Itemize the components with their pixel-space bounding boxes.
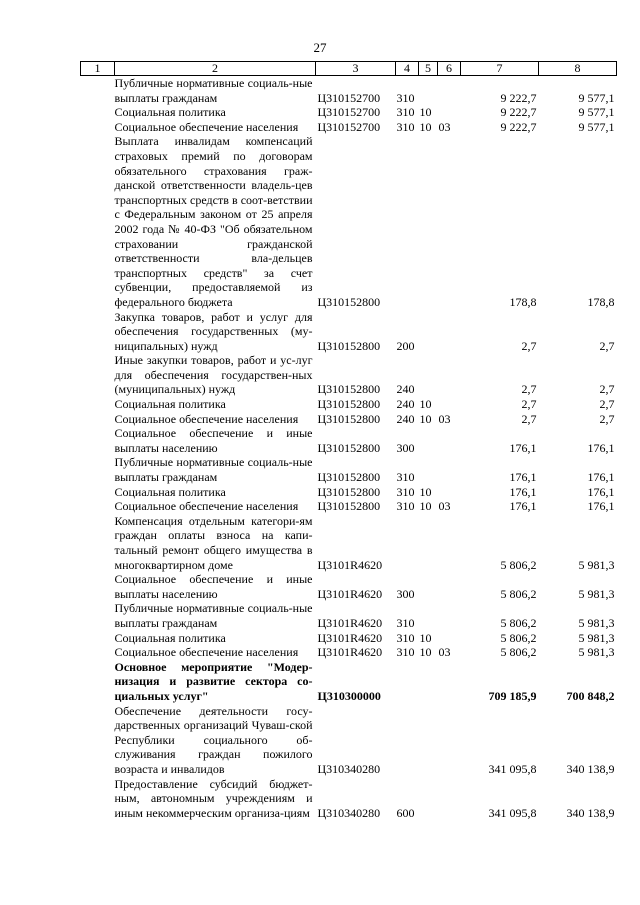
cell-value-8: 5 981,3 — [578, 630, 615, 645]
cell-col-5 — [419, 704, 438, 777]
table-row — [81, 631, 617, 646]
cell-col-4: 310 — [396, 645, 415, 660]
cell-value-7: 9 222,7 — [500, 90, 537, 105]
cell-col-5 — [419, 353, 438, 397]
cell-name: Иные закупки товаров, работ и ус-луг для обеспечения государствен-ных (муниципальных) нужд — [114, 353, 313, 397]
cell-col-6 — [438, 514, 461, 572]
cell-col-6 — [438, 704, 461, 777]
cell-col-4: 240 — [396, 382, 415, 397]
cell-value-7: 2,7 — [521, 338, 537, 353]
cell-name: Основное мероприятие "Модер-низация и развитие сектора со-циальных услуг" — [114, 659, 313, 703]
cell-col-6 — [438, 601, 461, 630]
cell-col-4 — [396, 704, 419, 777]
cell-col-6 — [438, 455, 461, 484]
cell-name: Социальная политика — [114, 397, 226, 412]
header-col-2: 2 — [115, 62, 316, 76]
cell-value-8: 9 577,1 — [578, 119, 615, 134]
cell-col-5: 10 — [419, 119, 432, 134]
cell-value-8: 2,7 — [599, 397, 615, 412]
cell-code: Ц310152800 — [317, 397, 381, 412]
cell-empty — [81, 601, 115, 630]
cell-value-8: 9 577,1 — [578, 90, 615, 105]
cell-name: Публичные нормативные социаль-ные выплаты гражданам — [114, 601, 313, 630]
cell-col-4: 240 — [396, 397, 415, 412]
cell-value-8: 178,8 — [587, 294, 615, 309]
cell-col-6: 03 — [438, 119, 451, 134]
cell-col-4 — [396, 514, 419, 572]
cell-name: Закупка товаров, работ и услуг для обеспечения государственных (му-ниципальных) нужд — [114, 309, 313, 353]
cell-empty — [81, 631, 115, 646]
cell-value-8: 5 981,3 — [578, 557, 615, 572]
cell-name: Социальная политика — [114, 105, 226, 120]
table-row — [81, 499, 617, 514]
cell-value-8: 176,1 — [587, 499, 615, 514]
cell-value-7: 9 222,7 — [500, 105, 537, 120]
cell-col-5: 10 — [419, 411, 432, 426]
cell-col-4: 200 — [396, 338, 415, 353]
table-row — [81, 353, 617, 397]
cell-empty — [81, 412, 115, 427]
table-row — [81, 412, 617, 427]
cell-col-4: 310 — [396, 105, 415, 120]
cell-col-6 — [438, 777, 461, 821]
cell-col-5 — [419, 426, 438, 455]
cell-value-8: 2,7 — [599, 382, 615, 397]
cell-col-4: 600 — [396, 805, 415, 820]
cell-value-7: 176,1 — [509, 499, 537, 514]
cell-code: Ц310152800 — [317, 470, 381, 485]
table-row — [81, 485, 617, 500]
cell-name: Выплата инвалидам компенсаций страховых премий по договорам обязательного страхования граж-данской ответственности владель-цев транспортных средств в соот-ветствии с Федеральным законом от 25 апреля 2002 года № 40-ФЗ "Об обязательном страховании гражданской ответственности вла-дельцев транспортных средств" за счет субвенции, предоставляемой из федерального бюджета — [114, 134, 313, 309]
cell-col-4: 310 — [396, 119, 415, 134]
cell-value-8: 340 138,9 — [566, 761, 615, 776]
cell-code: Ц310152800 — [317, 294, 381, 309]
cell-empty — [81, 76, 115, 106]
cell-name: Социальное обеспечение населения — [114, 645, 299, 660]
table-row — [81, 310, 617, 354]
cell-empty — [81, 660, 115, 704]
cell-value-7: 2,7 — [521, 411, 537, 426]
cell-value-8: 9 577,1 — [578, 105, 615, 120]
cell-name: Публичные нормативные социаль-ные выплаты гражданам — [114, 76, 313, 105]
table-row — [81, 660, 617, 704]
cell-col-6: 03 — [438, 499, 451, 514]
cell-col-5: 10 — [419, 484, 432, 499]
cell-empty — [81, 455, 115, 484]
cell-code: Ц310340280 — [317, 761, 381, 776]
cell-col-5 — [419, 134, 438, 309]
header-col-8: 8 — [539, 62, 617, 76]
cell-col-6: 03 — [438, 411, 451, 426]
table-row — [81, 397, 617, 412]
header-col-1: 1 — [81, 62, 115, 76]
cell-value-7: 5 806,2 — [500, 645, 537, 660]
cell-col-6 — [438, 426, 461, 455]
cell-code: Ц3101R4620 — [317, 557, 383, 572]
table-row — [81, 120, 617, 135]
cell-value-8: 2,7 — [599, 411, 615, 426]
cell-col-5 — [419, 601, 438, 630]
cell-code: Ц310152700 — [317, 105, 381, 120]
cell-col-6 — [438, 76, 461, 106]
cell-col-6 — [438, 353, 461, 397]
cell-code: Ц3101R4620 — [317, 615, 383, 630]
cell-col-6 — [438, 631, 461, 646]
cell-code: Ц310152800 — [317, 382, 381, 397]
cell-value-7: 709 185,9 — [488, 688, 537, 703]
header-col-6: 6 — [438, 62, 461, 76]
cell-col-6 — [438, 485, 461, 500]
cell-col-6 — [438, 397, 461, 412]
header-col-4: 4 — [396, 62, 419, 76]
cell-col-4: 300 — [396, 440, 415, 455]
cell-col-5: 10 — [419, 499, 432, 514]
cell-code: Ц310152800 — [317, 499, 381, 514]
table-row — [81, 105, 617, 120]
cell-col-5: 10 — [419, 630, 432, 645]
cell-empty — [81, 397, 115, 412]
cell-name: Социальное обеспечение и иные выплаты населению — [114, 572, 313, 601]
cell-value-8: 340 138,9 — [566, 805, 615, 820]
table-row — [81, 76, 617, 106]
cell-code: Ц3101R4620 — [317, 586, 383, 601]
header-col-7: 7 — [461, 62, 539, 76]
cell-code: Ц3101R4620 — [317, 630, 383, 645]
cell-name: Предоставление субсидий бюджет-ным, автономным учреждениям и иным некоммерческим организа-циям — [114, 776, 313, 820]
cell-col-5: 10 — [419, 397, 432, 412]
table-row — [81, 572, 617, 601]
cell-col-5: 10 — [419, 105, 432, 120]
cell-empty — [81, 485, 115, 500]
cell-col-5 — [419, 660, 438, 704]
cell-value-8: 5 981,3 — [578, 645, 615, 660]
cell-value-7: 178,8 — [509, 294, 537, 309]
table-row — [81, 514, 617, 572]
cell-col-4: 310 — [396, 630, 415, 645]
cell-col-4: 310 — [396, 484, 415, 499]
cell-col-6 — [438, 310, 461, 354]
cell-col-5 — [419, 310, 438, 354]
cell-col-6 — [438, 134, 461, 309]
table-row — [81, 455, 617, 484]
cell-col-5: 10 — [419, 645, 432, 660]
cell-value-8: 5 981,3 — [578, 615, 615, 630]
page-number: 27 — [313, 40, 327, 55]
cell-name: Компенсация отдельным категори-ям граждан оплаты взноса на капи-тальный ремонт общего имущества в многоквартирном доме — [114, 513, 313, 572]
budget-table — [80, 61, 617, 820]
cell-value-7: 2,7 — [521, 382, 537, 397]
cell-col-6 — [438, 660, 461, 704]
cell-name: Публичные нормативные социаль-ные выплаты гражданам — [114, 455, 313, 485]
cell-col-4: 310 — [396, 90, 415, 105]
cell-value-8: 176,1 — [587, 440, 615, 455]
cell-code: Ц310340280 — [317, 805, 381, 820]
cell-name: Социальное обеспечение населения — [114, 499, 299, 514]
cell-value-7: 176,1 — [509, 470, 537, 485]
cell-value-8: 176,1 — [587, 484, 615, 499]
cell-col-4: 310 — [396, 499, 415, 514]
cell-code: Ц310152800 — [317, 440, 381, 455]
cell-value-7: 5 806,2 — [500, 586, 537, 601]
cell-empty — [81, 777, 115, 821]
cell-code: Ц310152700 — [317, 90, 381, 105]
cell-empty — [81, 426, 115, 455]
table-row — [81, 601, 617, 630]
cell-value-8: 700 848,2 — [566, 688, 615, 703]
cell-value-8: 5 981,3 — [578, 586, 615, 601]
cell-empty — [81, 310, 115, 354]
header-col-3: 3 — [316, 62, 396, 76]
cell-empty — [81, 120, 115, 135]
cell-value-7: 341 095,8 — [488, 761, 537, 776]
cell-col-5 — [419, 777, 438, 821]
cell-value-7: 9 222,7 — [500, 119, 537, 134]
cell-col-4 — [396, 660, 419, 704]
cell-value-7: 5 806,2 — [500, 630, 537, 645]
cell-col-6 — [438, 572, 461, 601]
cell-value-7: 176,1 — [509, 440, 537, 455]
cell-code: Ц310152700 — [317, 119, 381, 134]
cell-value-8: 176,1 — [587, 470, 615, 485]
table-row — [81, 645, 617, 660]
table-row — [81, 704, 617, 777]
cell-code: Ц310152800 — [317, 338, 381, 353]
cell-value-8: 2,7 — [599, 338, 615, 353]
cell-col-4: 240 — [396, 411, 415, 426]
cell-empty — [81, 105, 115, 120]
cell-empty — [81, 645, 115, 660]
cell-name: Социальная политика — [114, 630, 226, 645]
table-row — [81, 134, 617, 309]
cell-name: Обеспечение деятельности госу-дарственных организаций Чуваш-ской Республики социального об-служивания граждан пожилого возраста и инвалидов — [114, 703, 313, 776]
cell-name: Социальное обеспечение населения — [114, 119, 299, 134]
cell-value-7: 341 095,8 — [488, 805, 537, 820]
cell-col-6: 03 — [438, 645, 451, 660]
cell-col-5 — [419, 514, 438, 572]
cell-empty — [81, 704, 115, 777]
cell-empty — [81, 572, 115, 601]
cell-empty — [81, 134, 115, 309]
cell-code: Ц310300000 — [317, 688, 381, 703]
cell-name: Социальное обеспечение и иные выплаты населению — [114, 426, 313, 455]
cell-name: Социальная политика — [114, 484, 226, 499]
cell-empty — [81, 353, 115, 397]
cell-value-7: 2,7 — [521, 397, 537, 412]
table-row — [81, 777, 617, 821]
cell-code: Ц3101R4620 — [317, 645, 383, 660]
cell-col-5 — [419, 76, 438, 106]
cell-col-6 — [438, 105, 461, 120]
cell-empty — [81, 514, 115, 572]
cell-name: Социальное обеспечение населения — [114, 411, 299, 426]
cell-value-7: 5 806,2 — [500, 557, 537, 572]
cell-empty — [81, 499, 115, 514]
cell-col-4: 310 — [396, 615, 415, 630]
cell-code: Ц310152800 — [317, 484, 381, 499]
header-col-5: 5 — [419, 62, 438, 76]
cell-col-5 — [419, 455, 438, 484]
table-row — [81, 426, 617, 455]
cell-col-4 — [396, 134, 419, 309]
table-body — [81, 76, 617, 821]
cell-value-7: 5 806,2 — [500, 615, 537, 630]
cell-code: Ц310152800 — [317, 411, 381, 426]
cell-col-4: 300 — [396, 586, 415, 601]
table-header — [81, 62, 617, 76]
cell-col-4: 310 — [396, 470, 415, 485]
cell-value-7: 176,1 — [509, 484, 537, 499]
cell-col-5 — [419, 572, 438, 601]
